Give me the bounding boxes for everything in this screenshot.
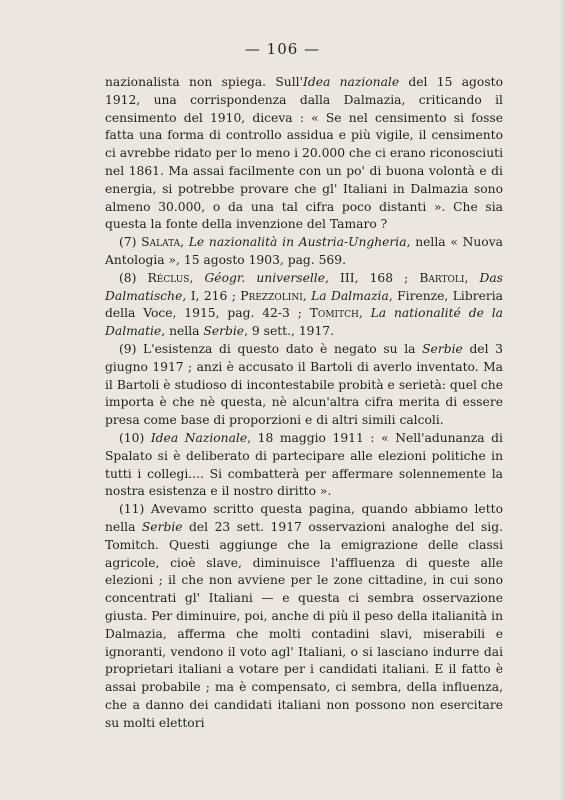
note-number: (7) xyxy=(119,235,142,250)
text-run: (11) Avevamo scritto questa pagina, quando abbiamo letto nella xyxy=(105,502,503,534)
footnote-9 xyxy=(105,341,503,430)
text-run: (9) L'esistenza di questo dato è negato su la xyxy=(119,341,423,356)
author-name: Tomitch xyxy=(309,306,359,321)
text-run: , III, 168 ; xyxy=(325,270,420,285)
text-run: del 23 sett. 1917 osservazioni analoghe del sig. Tomitch. Questi aggiunge che la emigrazione delle classi agricole, cioè slave, diminuisce l'affluenza di queste alle elezioni ; il che non avviene per le zone cittadine, in cui sono concentrati gl' Italiani — e questa ci sembra osservazione giusta. Per diminuire, poi, anche di più il peso della italianità in Dalmazia, afferma che molti contadini slavi, miserabili e ignoranti, vendono il voto agl' Italiani, o si lasciano indurre dai proprietari italiani a votare per i candidati italiani. E il fatto è assai probabile ; ma è compensato, ci sembra, della influenza, che a danno dei candidati italiani non possono non esercitare su molti elettori xyxy=(105,519,503,730)
footnote-10 xyxy=(105,430,503,501)
text-run: , nella xyxy=(161,324,204,339)
periodical-title: Serbie xyxy=(422,341,463,356)
author-name: Prezzolini xyxy=(240,288,303,303)
footnote-8 xyxy=(105,270,503,341)
work-title: La nationalité de la Dalmatie xyxy=(105,306,503,339)
periodical-title: Idea Nazionale xyxy=(150,430,248,445)
text-run: , xyxy=(189,270,205,285)
note-number: (8) xyxy=(119,270,148,285)
footnote-11 xyxy=(105,501,503,732)
text-run: , xyxy=(302,288,312,303)
periodical-title: Serbie xyxy=(203,324,245,339)
text-run: , 9 sett., 1917. xyxy=(244,324,335,339)
text-run: , 18 maggio 1911 : « Nell'adunanza di Spalato si è deliberato di partecipare alle elezioni politiche in tutti i collegi.... Si combatterà per affermare solennemente la nostra esistenza e il nostro diritto ». xyxy=(105,430,503,499)
text-run: , nella « Nuova Antologia », 15 agosto 1903, pag. 569. xyxy=(105,235,503,267)
work-title: Géogr. universelle xyxy=(204,270,325,285)
text-run: , I, 216 ; xyxy=(182,288,241,303)
text-run: , Firenze, Libreria della Voce, 1915, pag. 42-3 ; xyxy=(105,288,504,321)
work-title: La Dalmazia xyxy=(311,288,389,303)
footnote-7 xyxy=(105,234,503,270)
page-text xyxy=(105,74,503,732)
paragraph-continuation xyxy=(105,74,503,234)
text-run: , xyxy=(358,306,371,321)
periodical-title: Serbie xyxy=(141,519,183,534)
text-run: del 15 agosto 1912, una corrispondenza dalla Dalmazia, criticando il censimento del 1910, diceva : « Se nel censimento si fosse fatta una forma di controllo assidua e più vigile, il censimento ci avrebbe ridato per lo meno i 20.000 che ci erano riconosciuti nel 1861. Ma assai facilmente con un po' di buona volontà e di energia, si potrebbe provare che gl' Italiani in Dalmazia sono almeno 30.000, o da una tal cifra poco distanti ». Che sia questa la fonte della invenzione del Tamaro ? xyxy=(105,75,503,232)
text-run: del 3 giugno 1917 ; anzi è accusato il Bartoli di averlo inventato. Ma il Bartoli è studioso di incontestabile probità e serietà: quel che importa è che nè questa, nè alcun'altra cifra merita di essere presa come base di proporzioni e di altri simili calcoli. xyxy=(105,341,503,428)
note-number: (10) xyxy=(119,430,151,445)
page-number: — 106 — xyxy=(244,40,321,58)
author-name: Réclus xyxy=(147,270,190,285)
work-title: Le nazionalità in Austria-Ungheria xyxy=(188,235,407,250)
author-name: Bartoli xyxy=(419,270,465,285)
work-title: Das Dalmatische xyxy=(105,270,503,303)
text-run: nazionalista non spiega. Sull' xyxy=(105,75,303,89)
text-run: , xyxy=(464,270,480,285)
author-name: Salata xyxy=(141,235,181,250)
periodical-title: Idea nazionale xyxy=(302,75,400,89)
text-run: , xyxy=(180,235,189,250)
